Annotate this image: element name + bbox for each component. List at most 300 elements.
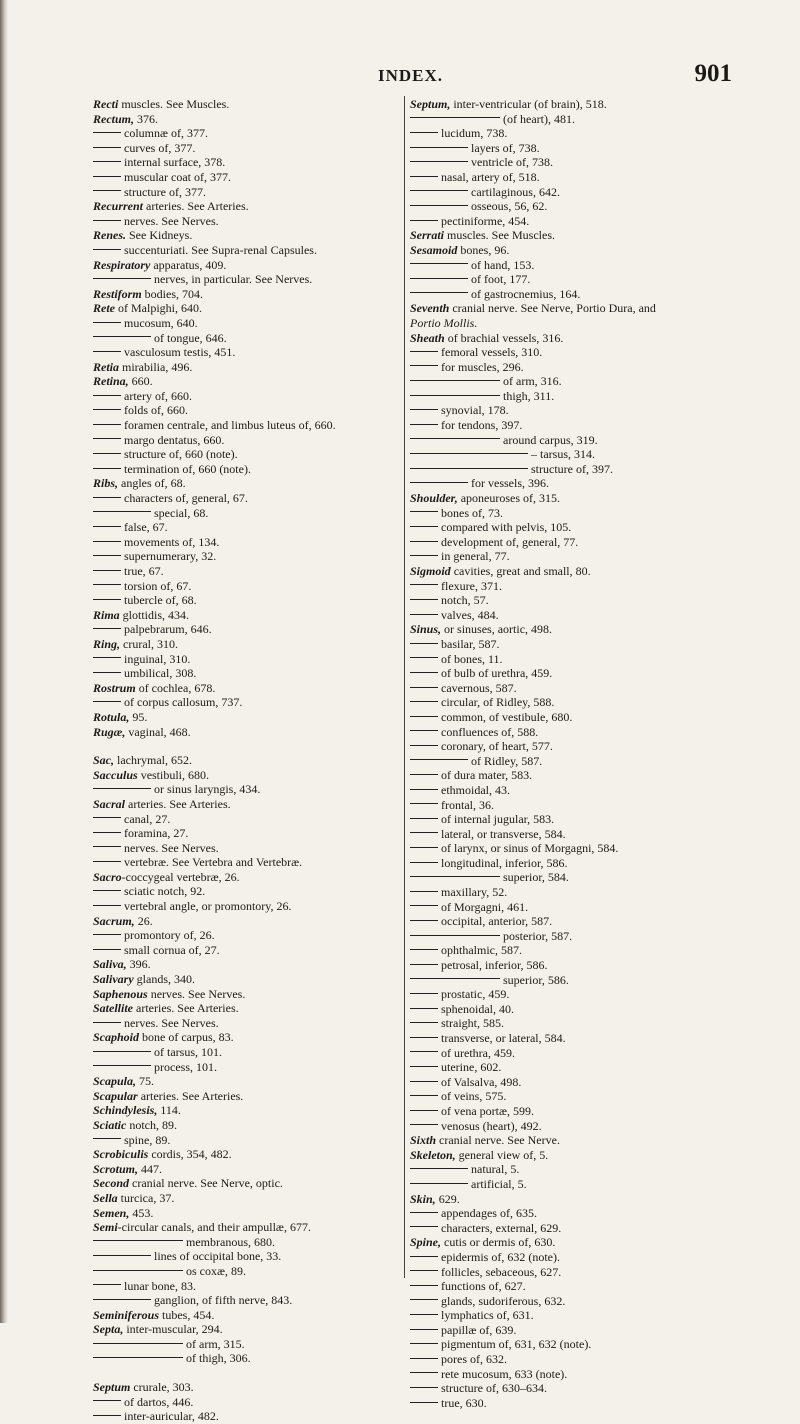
index-text: circular, of Ridley, 588. — [441, 695, 555, 710]
index-text: of urethra, 459. — [441, 1045, 515, 1060]
index-entry — [93, 1103, 393, 1118]
index-text: of bulb of urethra, 459. — [441, 666, 553, 681]
index-entry — [410, 1352, 760, 1367]
index-entry — [410, 112, 760, 127]
index-entry — [93, 214, 393, 229]
index-text: notch, 57. — [441, 593, 489, 608]
index-entry — [410, 520, 760, 535]
index-entry — [93, 1045, 393, 1060]
index-entry — [410, 389, 760, 404]
ditto-rule — [410, 482, 468, 483]
index-text: ganglion, of fifth nerve, 843. — [154, 1293, 293, 1308]
index-text: bones of, 73. — [441, 505, 503, 520]
ditto-rule — [410, 1285, 438, 1286]
index-entry — [93, 1191, 393, 1206]
ditto-rule — [410, 891, 438, 892]
index-text: false, 67. — [124, 520, 168, 535]
ditto-rule — [93, 1343, 183, 1344]
index-text: nerves, in particular. See Nerves. — [154, 272, 313, 287]
index-entry — [410, 870, 760, 885]
index-text: uterine, 602. — [441, 1060, 502, 1075]
index-text: sciatic notch, 92. — [124, 884, 206, 899]
index-entry — [93, 389, 393, 404]
index-text: of bones, 11. — [441, 651, 503, 666]
index-text: petrosal, inferior, 586. — [441, 958, 548, 973]
index-text: sphenoidal, 40. — [441, 1001, 514, 1016]
index-keyword: Restiform — [93, 286, 142, 301]
ditto-rule — [410, 365, 438, 366]
index-entry — [410, 155, 760, 170]
ditto-rule — [93, 336, 151, 337]
index-entry — [410, 199, 760, 214]
index-entry — [410, 1089, 760, 1104]
ditto-rule — [93, 934, 121, 935]
index-entry — [93, 1322, 393, 1337]
ditto-rule — [93, 190, 121, 191]
index-text: (of heart), 481. — [503, 111, 575, 126]
index-entry — [93, 782, 393, 797]
index-text: lymphatics of, 631. — [441, 1308, 534, 1323]
index-entry — [93, 272, 393, 287]
index-entry — [410, 1016, 760, 1031]
index-text: canal, 27. — [124, 811, 171, 826]
index-keyword: Semi — [93, 1220, 118, 1235]
index-text: of cochlea, 678. — [135, 680, 216, 695]
index-text: vestibuli, 680. — [137, 767, 210, 782]
index-text: mucosum, 640. — [124, 315, 198, 330]
ditto-rule — [93, 526, 121, 527]
ditto-rule — [410, 1022, 438, 1023]
ditto-rule — [93, 424, 121, 425]
index-text: pigmentum of, 631, 632 (note). — [441, 1337, 592, 1352]
index-entry — [410, 506, 760, 521]
ditto-rule — [410, 555, 438, 556]
index-entry — [410, 374, 760, 389]
ditto-rule — [93, 1022, 121, 1023]
ditto-rule — [93, 1415, 121, 1416]
index-text: true, 67. — [124, 564, 164, 578]
index-entry — [410, 1002, 760, 1017]
index-text: muscles. See Muscles. — [118, 97, 230, 111]
ditto-rule — [410, 978, 500, 979]
ditto-rule — [410, 1314, 438, 1315]
index-entry — [93, 1133, 393, 1148]
index-text: posterior, 587. — [503, 928, 573, 943]
ditto-rule — [410, 1008, 438, 1009]
ditto-rule — [410, 730, 438, 731]
ditto-rule — [410, 687, 438, 688]
ditto-rule — [93, 453, 121, 454]
index-text: rete mucosum, 633 (note). — [441, 1366, 568, 1381]
index-text: 26. — [134, 913, 153, 928]
ditto-rule — [410, 147, 468, 148]
index-text: tubercle of, 68. — [124, 593, 197, 608]
index-entry — [410, 535, 760, 550]
ditto-rule — [93, 409, 121, 410]
index-text: prostatic, 459. — [441, 987, 510, 1002]
index-entry — [93, 622, 393, 637]
ditto-rule — [93, 555, 121, 556]
ditto-rule — [410, 1183, 468, 1184]
index-entry — [93, 725, 393, 740]
index-text: of arm, 315. — [186, 1336, 245, 1351]
index-entry — [93, 199, 393, 214]
ditto-rule — [410, 599, 438, 600]
index-entry — [410, 812, 760, 827]
index-text: muscular coat of, 377. — [124, 169, 231, 184]
ditto-rule — [410, 409, 438, 410]
index-text: cranial nerve. See Nerve, Portio Dura, and — [449, 301, 656, 316]
index-keyword: Septa, — [93, 1322, 124, 1337]
index-text: notch, 89. — [126, 1117, 177, 1132]
page-header — [0, 60, 800, 88]
index-text: folds of, 660. — [124, 403, 188, 418]
index-entry — [93, 112, 393, 127]
index-text: spine, 89. — [124, 1132, 171, 1147]
index-keyword: Sheath — [410, 330, 445, 345]
index-text: arteries. See Arteries. — [133, 1001, 239, 1016]
ditto-rule — [93, 1051, 151, 1052]
index-entry — [93, 243, 393, 258]
index-text: turcica, 37. — [117, 1190, 175, 1205]
ditto-rule — [410, 818, 438, 819]
index-keyword: Second — [93, 1176, 129, 1191]
index-text: layers of, 738. — [471, 140, 540, 155]
index-text: pores of, 632. — [441, 1352, 507, 1367]
index-text: of brachial vessels, 316. — [444, 330, 564, 345]
index-entry — [93, 403, 393, 418]
ditto-rule — [410, 1343, 438, 1344]
ditto-rule — [93, 541, 121, 542]
index-entry — [93, 1060, 393, 1075]
ditto-rule — [93, 846, 121, 847]
ditto-rule — [93, 1299, 151, 1300]
index-text: crurale, 303. — [130, 1380, 194, 1395]
index-entry — [410, 1221, 760, 1236]
ditto-rule — [93, 1240, 183, 1241]
index-text: 376. — [134, 111, 158, 126]
index-keyword: Sigmoid — [410, 564, 451, 578]
ditto-rule — [410, 380, 500, 381]
ditto-rule — [93, 322, 121, 323]
index-text: bone of carpus, 83. — [139, 1030, 234, 1045]
index-entry — [93, 564, 393, 579]
index-text: cranial nerve. See Nerve. — [436, 1133, 560, 1148]
index-column-right — [410, 97, 760, 1410]
index-text: special, 68. — [154, 505, 209, 520]
index-entry — [93, 476, 393, 491]
index-keyword: Scapula, — [93, 1074, 137, 1089]
index-entry — [410, 1075, 760, 1090]
index-entry — [93, 1089, 393, 1104]
index-entry — [93, 681, 393, 696]
index-entry — [93, 1162, 393, 1177]
index-text: lachrymal, 652. — [114, 753, 192, 768]
index-text: epidermis of, 632 (note). — [441, 1249, 560, 1264]
index-text: of corpus callosum, 737. — [124, 695, 243, 710]
index-text: cavernous, 587. — [441, 680, 517, 695]
index-text: tubes, 454. — [159, 1307, 215, 1322]
ditto-rule — [93, 220, 121, 221]
index-entry — [93, 884, 393, 899]
ditto-rule — [410, 1168, 468, 1169]
index-text: maxillary, 52. — [441, 885, 508, 900]
page-title: INDEX. — [378, 66, 444, 85]
index-entry — [410, 564, 760, 579]
ditto-rule — [410, 657, 438, 658]
index-text: arteries. See Arteries. — [125, 796, 231, 811]
index-entry — [410, 1235, 760, 1250]
index-entry — [410, 798, 760, 813]
ditto-rule — [410, 876, 500, 877]
index-entry — [93, 228, 393, 243]
index-text: artery of, 660. — [124, 388, 192, 403]
index-entry — [410, 418, 760, 433]
index-text: succenturiati. See Supra-renal Capsules. — [124, 242, 317, 257]
index-entry — [410, 973, 760, 988]
index-text: nerves. See Nerves. — [124, 213, 219, 228]
index-keyword: Sacculus — [93, 767, 138, 782]
ditto-rule — [93, 1270, 183, 1271]
index-entry — [410, 1031, 760, 1046]
index-entry — [93, 826, 393, 841]
ditto-rule — [410, 468, 528, 469]
ditto-rule — [410, 672, 438, 673]
index-entry — [93, 987, 393, 1002]
index-entry — [93, 957, 393, 972]
index-entry — [410, 593, 760, 608]
index-entry — [410, 958, 760, 973]
index-entry — [410, 1308, 760, 1323]
index-keyword: Semen, — [93, 1205, 130, 1220]
index-text: basilar, 587. — [441, 636, 500, 651]
index-entry — [410, 929, 760, 944]
index-text: of veins, 575. — [441, 1089, 507, 1104]
index-text: torsion of, 67. — [124, 578, 192, 593]
index-entry — [410, 1206, 760, 1221]
index-entry — [410, 1046, 760, 1061]
index-text: confluences of, 588. — [441, 724, 539, 739]
index-keyword: Seventh — [410, 301, 450, 316]
index-entry — [93, 1279, 393, 1294]
index-text: internal surface, 378. — [124, 155, 226, 170]
index-text: inguinal, 310. — [124, 651, 191, 666]
index-text: -circular canals, and their ampullæ, 677. — [117, 1220, 311, 1235]
index-entry — [93, 1409, 393, 1424]
ditto-rule — [410, 759, 468, 760]
ditto-rule — [410, 1095, 438, 1096]
index-entry — [93, 462, 393, 477]
index-text: of Malpighi, 640. — [115, 301, 202, 316]
index-text: occipital, anterior, 587. — [441, 914, 553, 929]
index-entry — [93, 316, 393, 331]
ditto-rule — [93, 278, 151, 279]
index-entry — [410, 433, 760, 448]
index-entry — [410, 681, 760, 696]
index-text: mirabilia, 496. — [119, 359, 193, 374]
page-number: 901 — [694, 60, 732, 87]
index-entry — [410, 1060, 760, 1075]
ditto-rule — [410, 220, 438, 221]
index-text: of tongue, 646. — [154, 330, 227, 345]
ditto-rule — [410, 614, 438, 615]
index-keyword: Rostrum — [93, 680, 136, 695]
index-keyword: Retia — [93, 359, 119, 374]
ditto-rule — [93, 861, 121, 862]
index-entry — [93, 155, 393, 170]
index-text: – tarsus, 314. — [531, 447, 595, 462]
index-entry — [410, 739, 760, 754]
index-text: margo dentatus, 660. — [124, 432, 225, 447]
index-text: movements of, 134. — [124, 534, 220, 549]
ditto-rule — [410, 511, 438, 512]
ditto-rule — [410, 935, 500, 936]
index-text: bodies, 704. — [141, 286, 204, 301]
index-entry — [93, 170, 393, 185]
index-entry — [410, 725, 760, 740]
index-text: compared with pelvis, 105. — [441, 520, 572, 535]
index-text: of Ridley, 587. — [471, 753, 543, 768]
index-text: small cornua of, 27. — [124, 942, 220, 957]
ditto-rule — [93, 701, 121, 702]
ditto-rule — [93, 132, 121, 133]
ditto-rule — [93, 584, 121, 585]
index-text: appendages of, 635. — [441, 1206, 537, 1221]
ditto-rule — [410, 584, 438, 585]
index-entry — [93, 141, 393, 156]
ditto-rule — [410, 1402, 438, 1403]
ditto-rule — [410, 1212, 438, 1213]
ditto-rule — [93, 1357, 183, 1358]
index-text: characters, external, 629. — [441, 1220, 562, 1235]
index-entry — [93, 797, 393, 812]
index-text: femoral vessels, 310. — [441, 345, 543, 360]
index-text: inter-ventricular (of brain), 518. — [450, 97, 607, 111]
index-entry — [93, 1293, 393, 1308]
index-entry — [93, 972, 393, 987]
index-text: superior, 586. — [503, 972, 569, 987]
index-text: true, 630. — [441, 1395, 487, 1410]
index-text: inter-auricular, 482. — [124, 1409, 219, 1424]
index-text: structure of, 630–634. — [441, 1381, 547, 1396]
ditto-rule — [93, 599, 121, 600]
ditto-rule — [410, 1372, 438, 1373]
index-text: 629. — [435, 1191, 460, 1206]
ditto-rule — [410, 395, 500, 396]
ditto-rule — [410, 1358, 438, 1359]
index-entry — [93, 855, 393, 870]
ditto-rule — [93, 570, 121, 571]
index-entry — [410, 637, 760, 652]
index-entry — [93, 710, 393, 725]
column-divider — [404, 96, 405, 1278]
ditto-rule — [410, 1329, 438, 1330]
index-entry — [93, 593, 393, 608]
index-entry — [93, 185, 393, 200]
index-text: vaginal, 468. — [125, 724, 191, 739]
index-entry — [410, 185, 760, 200]
index-entry — [93, 1308, 393, 1323]
index-keyword: Schindylesis, — [93, 1103, 158, 1118]
index-entry — [93, 943, 393, 958]
ditto-rule — [410, 964, 438, 965]
index-entry — [410, 1148, 760, 1163]
index-entry — [410, 170, 760, 185]
index-keyword: Ribs, — [93, 476, 119, 491]
index-keyword: Septum, — [410, 97, 451, 111]
index-keyword: Scrotum, — [93, 1161, 139, 1176]
index-entry — [93, 608, 393, 623]
index-entry — [410, 1265, 760, 1280]
index-entry — [410, 1381, 760, 1396]
index-keyword: Salivary — [93, 972, 134, 987]
index-entry — [93, 345, 393, 360]
index-keyword: Sinus, — [410, 622, 442, 637]
index-text: structure of, 377. — [124, 184, 206, 199]
index-text: foramina, 27. — [124, 826, 189, 841]
index-text: superior, 584. — [503, 870, 569, 885]
index-text: vertebræ. See Vertebra and Vertebræ. — [124, 855, 303, 870]
ditto-rule — [93, 147, 121, 148]
ditto-rule — [410, 351, 438, 352]
index-text: of internal jugular, 583. — [441, 812, 555, 827]
index-entry — [410, 1162, 760, 1177]
index-entry — [410, 1323, 760, 1338]
index-entry — [93, 695, 393, 710]
index-entry — [410, 1192, 760, 1207]
ditto-rule — [93, 905, 121, 906]
ditto-rule — [93, 628, 121, 629]
index-keyword: Sacro — [93, 869, 122, 884]
ditto-rule — [93, 1284, 121, 1285]
index-keyword: Rima — [93, 607, 120, 622]
index-text: nasal, artery of, 518. — [441, 169, 540, 184]
index-entry — [93, 1074, 393, 1089]
index-text: of Valsalva, 498. — [441, 1074, 522, 1089]
ditto-rule — [410, 1226, 438, 1227]
index-text: ethmoidal, 43. — [441, 782, 510, 797]
index-text: around carpus, 319. — [503, 432, 598, 447]
ditto-rule — [410, 292, 468, 293]
index-text: of hand, 153. — [471, 257, 535, 272]
ditto-rule — [410, 774, 438, 775]
index-text: papillæ of, 639. — [441, 1322, 517, 1337]
index-keyword: Sacrum, — [93, 913, 135, 928]
index-entry — [410, 243, 760, 258]
index-keyword: Seminiferous — [93, 1307, 160, 1322]
index-entry — [93, 97, 393, 112]
index-text: lines of occipital bone, 33. — [154, 1249, 282, 1264]
index-keyword: Respiratory — [93, 257, 151, 272]
index-entry — [410, 331, 760, 346]
index-text: ophthalmic, 587. — [441, 943, 522, 958]
ditto-rule — [93, 1138, 121, 1139]
index-text: supernumerary, 32. — [124, 549, 217, 564]
index-entry — [93, 331, 393, 346]
ditto-rule — [93, 468, 121, 469]
index-entry — [410, 1119, 760, 1134]
ditto-rule — [93, 1065, 151, 1066]
index-text: thigh, 311. — [503, 388, 555, 403]
index-entry — [410, 622, 760, 637]
index-keyword: Sella — [93, 1190, 118, 1205]
index-text: natural, 5. — [471, 1162, 520, 1177]
index-text: inter-muscular, 294. — [123, 1322, 223, 1337]
ditto-rule — [410, 161, 468, 162]
index-entry — [93, 374, 393, 389]
index-column-left — [93, 97, 393, 1424]
ditto-rule — [410, 1110, 438, 1111]
